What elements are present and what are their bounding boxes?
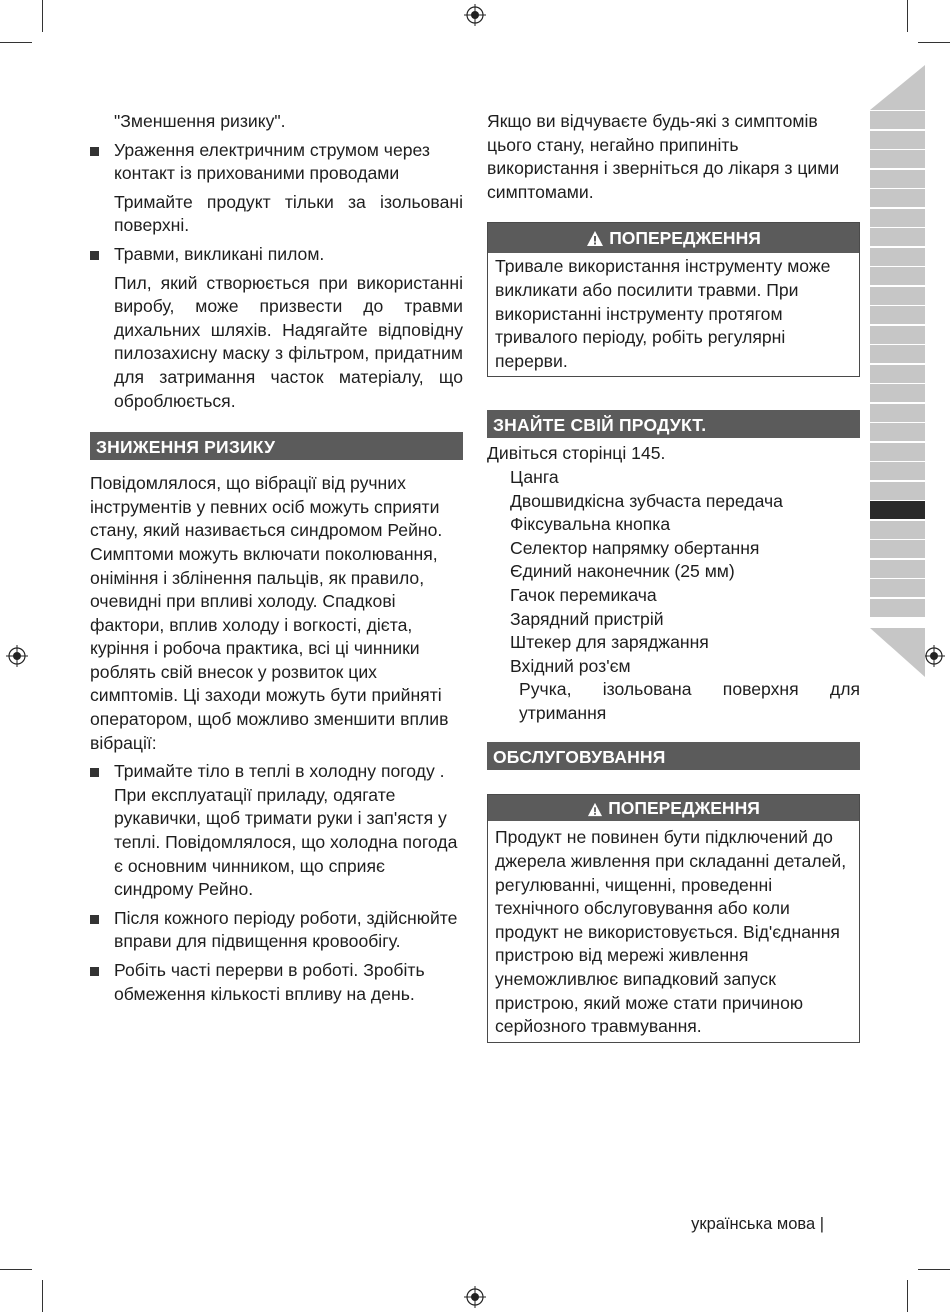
list-item: Двошвидкісна зубчаста передача (510, 490, 783, 511)
language-tab (870, 404, 925, 422)
bullet-body: Тримайте продукт тільки за ізольовані поверхні. (114, 191, 463, 236)
bullet-text: Після кожного періоду роботи, здійснюйте вправи для підвищення кровообігу. (114, 907, 458, 952)
list-item: Зарядний пристрій (510, 608, 664, 629)
section-heading-service: ОБСЛУГОВУВАННЯ (487, 742, 860, 770)
language-tab (870, 228, 925, 246)
registration-mark-icon (464, 4, 486, 26)
crop-mark (42, 1280, 43, 1312)
list-item: Селектор напрямку обертання (510, 537, 760, 558)
bullet-square-icon (90, 147, 99, 156)
list-item (90, 959, 463, 1006)
crop-mark (918, 1269, 950, 1270)
registration-mark-icon (464, 1286, 486, 1308)
language-tab (870, 423, 925, 441)
warning-title: ПОПЕРЕДЖЕННЯ (608, 798, 760, 819)
warning-body: Тривале використання інструменту може викликати або посилити травми. При використанні інструменту протягом тривалого періоду, робіть регулярні перерви. (495, 256, 831, 371)
language-tab (870, 443, 925, 461)
language-tab (870, 248, 925, 266)
section-heading-risk: ЗНИЖЕННЯ РИЗИКУ (90, 432, 463, 460)
bullet-square-icon (90, 768, 99, 777)
parts-last-item: Ручка, ізольована поверхня для утримання (519, 679, 860, 723)
language-tab (870, 111, 925, 129)
language-tab (870, 521, 925, 539)
warning-box (487, 222, 860, 377)
warning-box (487, 794, 860, 1042)
language-tab (870, 170, 925, 188)
section-heading-product: ЗНАЙТЕ СВІЙ ПРОДУКТ. (487, 410, 860, 438)
language-tab (870, 189, 925, 207)
language-tab (870, 267, 925, 285)
language-tab (870, 462, 925, 480)
bullet-square-icon (90, 967, 99, 976)
language-tab (870, 345, 925, 363)
language-tab (870, 482, 925, 500)
page-footer: українська мова | (691, 1215, 824, 1233)
crop-mark (42, 0, 43, 32)
warning-triangle-icon (587, 802, 603, 817)
warning-header (488, 223, 859, 253)
list-item: Цанга (510, 466, 559, 487)
list-item: Єдиний наконечник (25 мм) (510, 561, 735, 582)
product-reference: Дивіться сторінці 145. (487, 443, 666, 464)
bullet-body: Пил, який створюється при використанні виробу, може призвести до травми дихальних шляхів. Надягайте відповідну пилозахисну маску з фільтром, придатним для затримання часток матеріалу, що оброблюється. (114, 272, 463, 411)
registration-mark-icon (923, 645, 945, 667)
warning-title: ПОПЕРЕДЖЕННЯ (609, 228, 761, 249)
warning-body: Продукт не повинен бути підключений до джерела живлення при складанні деталей, регулюванні, чищенні, проведенні технічного обслуговування або коли продукт не використовується. Від'єднання пристрою від мережі живлення унеможливлює випадковий запуск пристрою, який може стати причиною серйозного травмування. (495, 827, 847, 1037)
warning-triangle-icon (586, 230, 604, 247)
warning-header (488, 795, 859, 821)
language-tab (870, 131, 925, 149)
language-tab (870, 306, 925, 324)
crop-mark (918, 42, 950, 43)
language-tab (870, 326, 925, 344)
right-column (487, 110, 860, 1043)
language-tab (870, 560, 925, 578)
language-tab (870, 287, 925, 305)
list-item (90, 139, 463, 238)
intro-paragraph: Якщо ви відчуваєте будь-які з симптомів цього стану, негайно припиніть використання і зверніться до лікаря з цими симптомами. (487, 111, 840, 202)
bullet-square-icon (90, 915, 99, 924)
language-tab (870, 384, 925, 402)
list-item: Фіксувальна кнопка (510, 514, 671, 535)
list-item (90, 243, 463, 413)
language-tab (870, 150, 925, 168)
bullet-text: Тримайте тіло в теплі в холодну погоду . При експлуатації приладу, одягате рукавички, щоб тримати руки і зап'ястя у теплі. Повідомлялося, що холодна погода є основним чинником, що сприяє синдрому Рейно. (114, 761, 458, 900)
crop-mark (0, 42, 32, 43)
language-tabs (870, 65, 925, 677)
language-tab (870, 501, 925, 519)
bullet-title: Травми, викликані пилом. (114, 243, 325, 264)
intro-text: "Зменшення ризику". (114, 111, 286, 131)
list-item (90, 907, 463, 954)
list-item: Вхідний роз'єм (510, 655, 631, 676)
list-item: Штекер для заряджання (510, 632, 709, 653)
crop-mark (0, 1269, 32, 1270)
tab-top-wedge (870, 65, 925, 110)
language-tab (870, 579, 925, 597)
language-tab (870, 540, 925, 558)
bullet-square-icon (90, 251, 99, 260)
list-item (90, 760, 463, 902)
registration-mark-icon (6, 645, 28, 667)
crop-mark (907, 1280, 908, 1312)
language-tab (870, 209, 925, 227)
tab-bottom-wedge (870, 628, 925, 677)
bullet-text: Робіть часті перерви в роботі. Зробіть обмеження кількості впливу на день. (114, 960, 425, 1004)
parts-list (487, 466, 860, 678)
left-column (90, 110, 463, 1006)
language-tab (870, 365, 925, 383)
bullet-title: Ураження електричним струмом через контакт із прихованими проводами (114, 139, 430, 184)
risk-paragraph: Повідомлялося, що вібрації від ручних інструментів у певних осіб можуть сприяти стану, який називається синдромом Рейно. Симптоми можуть включати поколювання, оніміння і зблінення пальців, як правило, очевидні при впливі холоду. Спадкові фактори, вплив холоду і вогкості, дієта, куріння і робоча практика, всі ці чинники роблять свій внесок у розвиток цих симптомів. Ці заходи можуть бути прийняті оператором, щоб можливо зменшити вплив вібрації: (90, 473, 449, 753)
language-tab (870, 599, 925, 617)
list-item: Гачок перемикача (510, 584, 657, 605)
crop-mark (907, 0, 908, 32)
